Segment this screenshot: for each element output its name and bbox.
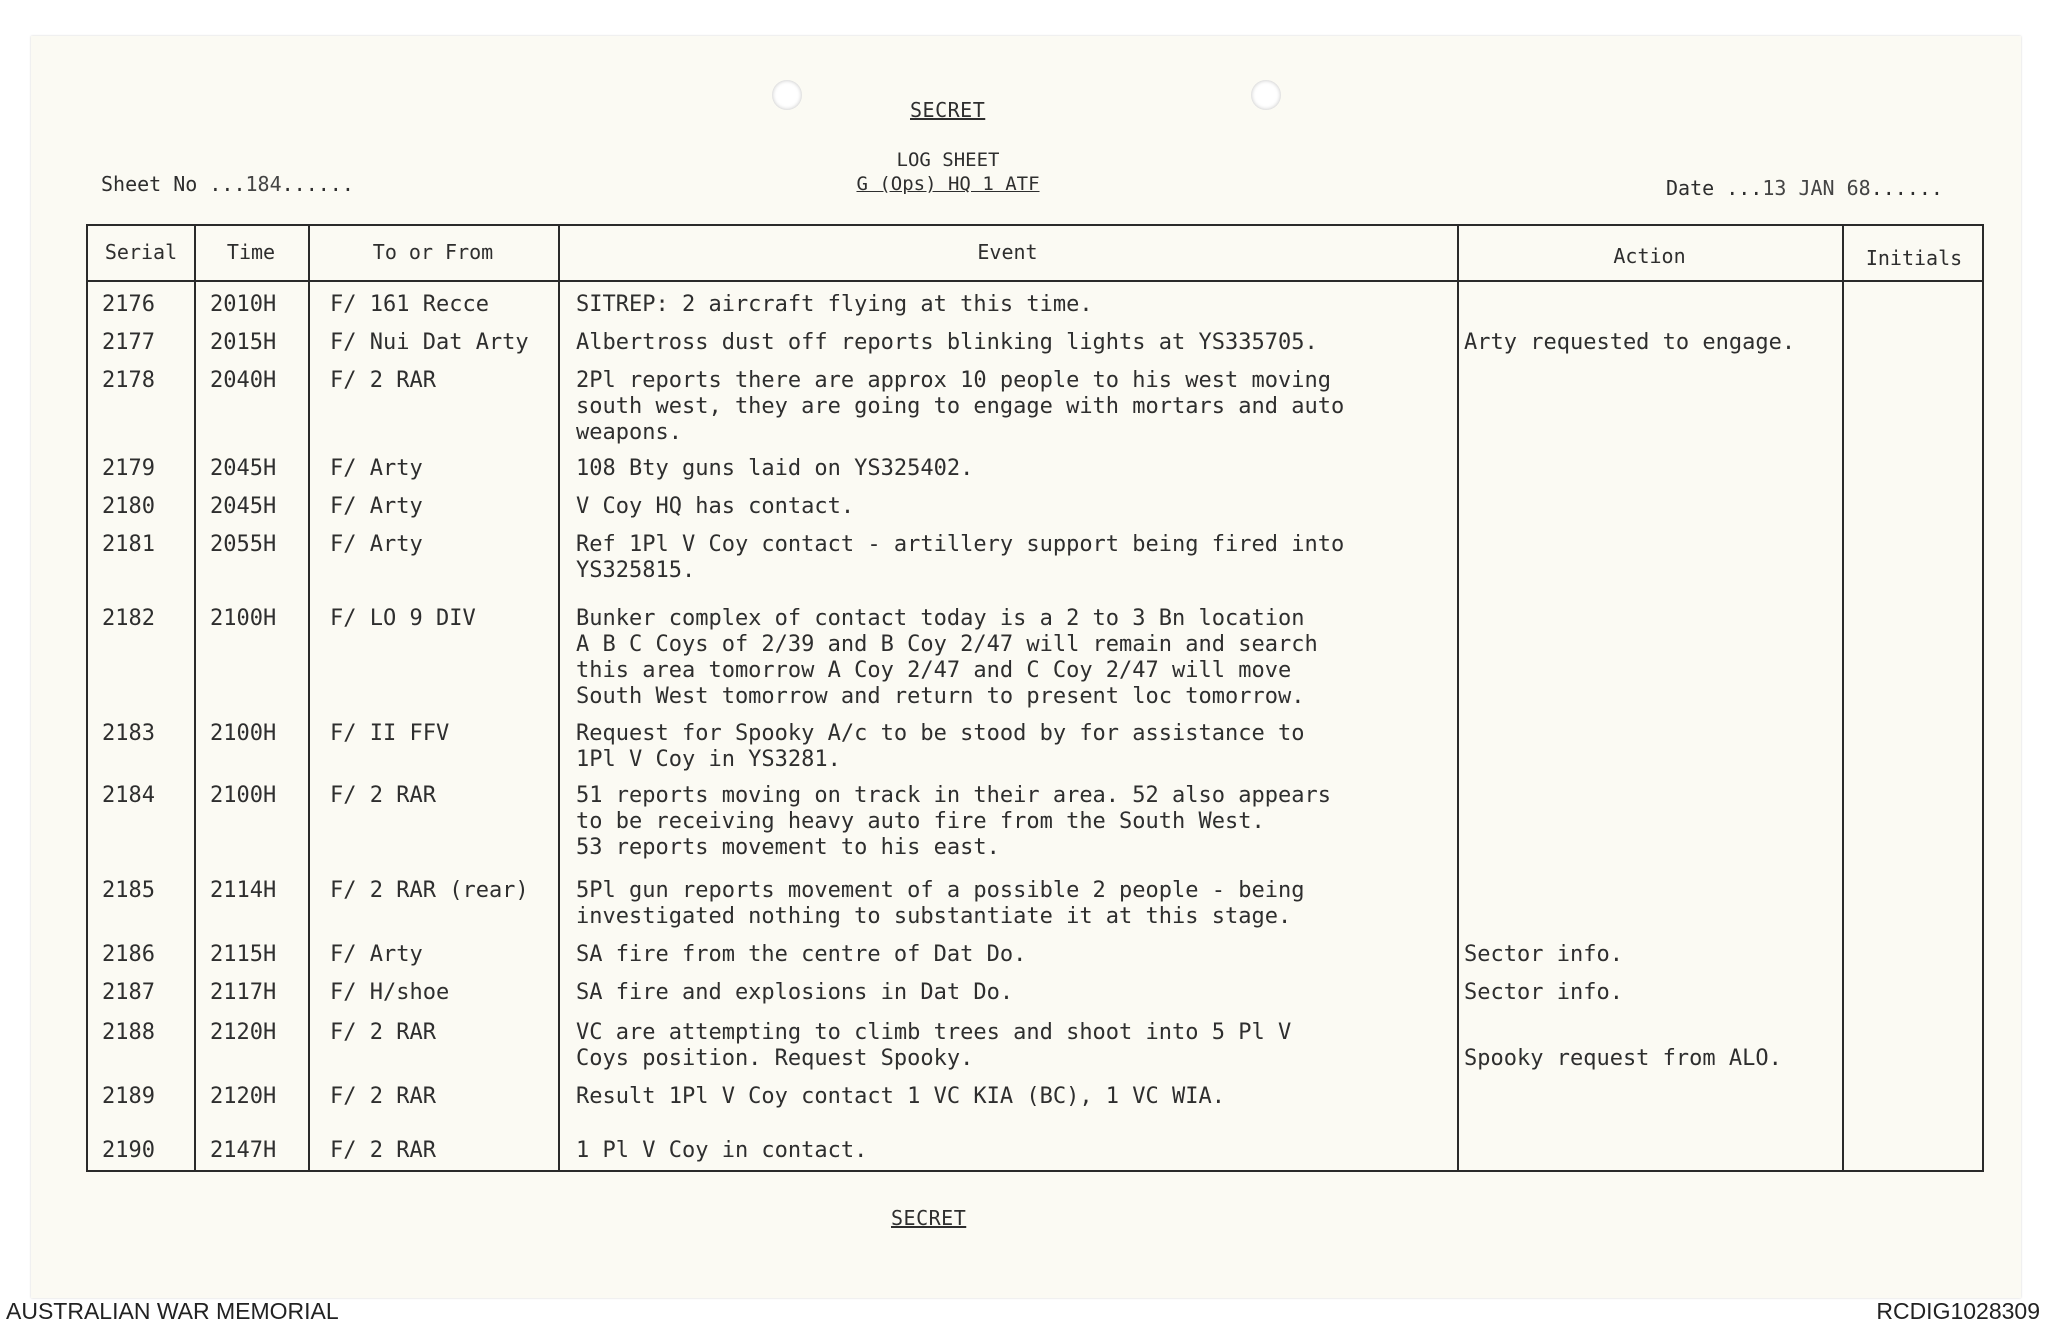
cell-time: 2055H (210, 532, 277, 557)
col-header-to-from: To or From (372, 240, 494, 264)
cell-to-from: F/ Arty (330, 494, 423, 519)
cell-time: 2120H (210, 1084, 277, 1109)
sheet-number-value: 184 (245, 172, 282, 196)
cell-to-from: F/ LO 9 DIV (330, 606, 476, 631)
header-divider (88, 280, 1982, 282)
col-header-serial: Serial (104, 240, 178, 264)
cell-action: Sector info. (1464, 980, 1623, 1005)
col-header-initials: Initials (1865, 246, 1963, 270)
cell-event: 2Pl reports there are approx 10 people to his west moving south west, they are going to engage with mortars and auto weapons. (576, 368, 1345, 445)
cell-event: V Coy HQ has contact. (576, 494, 855, 519)
cell-event: SITREP: 2 aircraft flying at this time. (576, 292, 1093, 317)
date-dots: ...... (1870, 176, 1943, 200)
sheet-label: Sheet No ... (101, 172, 246, 196)
cell-to-from: F/ 2 RAR (rear) (330, 878, 529, 903)
sheet-date (1666, 176, 1943, 200)
cell-to-from: F/ 2 RAR (330, 783, 436, 808)
cell-to-from: F/ 2 RAR (330, 1020, 436, 1045)
punch-hole-right (1251, 80, 1281, 110)
cell-serial: 2179 (102, 456, 155, 481)
cell-event: Ref 1Pl V Coy contact - artillery support being fired into YS325815. (576, 532, 1345, 583)
cell-time: 2114H (210, 878, 277, 903)
cell-serial: 2181 (102, 532, 155, 557)
cell-event: VC are attempting to climb trees and shoot into 5 Pl V Coys position. Request Spooky. (576, 1020, 1292, 1071)
cell-event: 108 Bty guns laid on YS325402. (576, 456, 974, 481)
cell-time: 2100H (210, 606, 277, 631)
cell-event: SA fire and explosions in Dat Do. (576, 980, 1014, 1005)
punch-hole-left (772, 80, 802, 110)
log-sheet-title (798, 148, 1098, 196)
cell-to-from: F/ 161 Recce (330, 292, 489, 317)
cell-serial: 2183 (102, 721, 155, 746)
col-divider-5 (1842, 226, 1844, 1170)
cell-serial: 2182 (102, 606, 155, 631)
cell-time: 2120H (210, 1020, 277, 1045)
sheet-number (101, 172, 354, 196)
cell-action: Spooky request from ALO. (1464, 1046, 1782, 1071)
col-header-event: Event (977, 240, 1038, 264)
date-value: 13 JAN 68 (1762, 176, 1871, 200)
cell-serial: 2187 (102, 980, 155, 1005)
title-line-2: G (Ops) HQ 1 ATF (856, 173, 1040, 195)
cell-serial: 2185 (102, 878, 155, 903)
cell-to-from: F/ 2 RAR (330, 1084, 436, 1109)
col-header-action: Action (1613, 244, 1686, 268)
footer-source: AUSTRALIAN WAR MEMORIAL (6, 1298, 339, 1324)
cell-time: 2010H (210, 292, 277, 317)
cell-event: SA fire from the centre of Dat Do. (576, 942, 1027, 967)
title-line-1: LOG SHEET (896, 149, 1000, 171)
date-label: Date ... (1666, 176, 1763, 200)
cell-event: Bunker complex of contact today is a 2 to 3 Bn location A B C Coys of 2/39 and B Coy 2/47 will remain and search this area tomorrow A Coy 2/47 and C Coy 2/47 will move South West tomorrow and return to present loc tomorrow. (576, 606, 1318, 709)
cell-serial: 2184 (102, 783, 155, 808)
cell-event: Result 1Pl V Coy contact 1 VC KIA (BC), 1 VC WIA. (576, 1084, 1226, 1109)
cell-serial: 2188 (102, 1020, 155, 1045)
cell-to-from: F/ Arty (330, 456, 423, 481)
cell-serial: 2176 (102, 292, 155, 317)
col-divider-4 (1457, 226, 1459, 1170)
cell-to-from: F/ Arty (330, 942, 423, 967)
cell-event: 51 reports moving on track in their area. 52 also appears to be receiving heavy auto fire from the South West. 53 reports movement to his east. (576, 783, 1331, 860)
cell-to-from: F/ 2 RAR (330, 368, 436, 393)
cell-time: 2100H (210, 721, 277, 746)
cell-to-from: F/ II FFV (330, 721, 450, 746)
cell-event: 5Pl gun reports movement of a possible 2 people - being investigated nothing to substantiate it at this stage. (576, 878, 1305, 929)
cell-time: 2040H (210, 368, 277, 393)
sheet-dots: ...... (281, 172, 354, 196)
secret-marking-top: SECRET (910, 98, 986, 122)
col-header-time: Time (226, 240, 276, 264)
cell-event: Request for Spooky A/c to be stood by for assistance to 1Pl V Coy in YS3281. (576, 721, 1305, 772)
cell-to-from: F/ Arty (330, 532, 423, 557)
cell-to-from: F/ Nui Dat Arty (330, 330, 529, 355)
log-table (86, 224, 1984, 1172)
cell-serial: 2177 (102, 330, 155, 355)
footer-id: RCDIG1028309 (1876, 1298, 2040, 1324)
cell-event: Albertross dust off reports blinking lights at YS335705. (576, 330, 1318, 355)
cell-time: 2045H (210, 456, 277, 481)
cell-action: Arty requested to engage. (1464, 330, 1796, 355)
col-divider-2 (308, 226, 310, 1170)
cell-time: 2115H (210, 942, 277, 967)
cell-time: 2045H (210, 494, 277, 519)
cell-event: 1 Pl V Coy in contact. (576, 1138, 868, 1163)
cell-serial: 2189 (102, 1084, 155, 1109)
cell-time: 2100H (210, 783, 277, 808)
cell-to-from: F/ 2 RAR (330, 1138, 436, 1163)
cell-action: Sector info. (1464, 942, 1623, 967)
cell-time: 2117H (210, 980, 277, 1005)
cell-to-from: F/ H/shoe (330, 980, 450, 1005)
col-divider-3 (558, 226, 560, 1170)
cell-serial: 2178 (102, 368, 155, 393)
secret-marking-bottom: SECRET (891, 1206, 967, 1230)
cell-serial: 2180 (102, 494, 155, 519)
cell-time: 2015H (210, 330, 277, 355)
cell-serial: 2190 (102, 1138, 155, 1163)
cell-time: 2147H (210, 1138, 277, 1163)
col-divider-1 (194, 226, 196, 1170)
cell-serial: 2186 (102, 942, 155, 967)
